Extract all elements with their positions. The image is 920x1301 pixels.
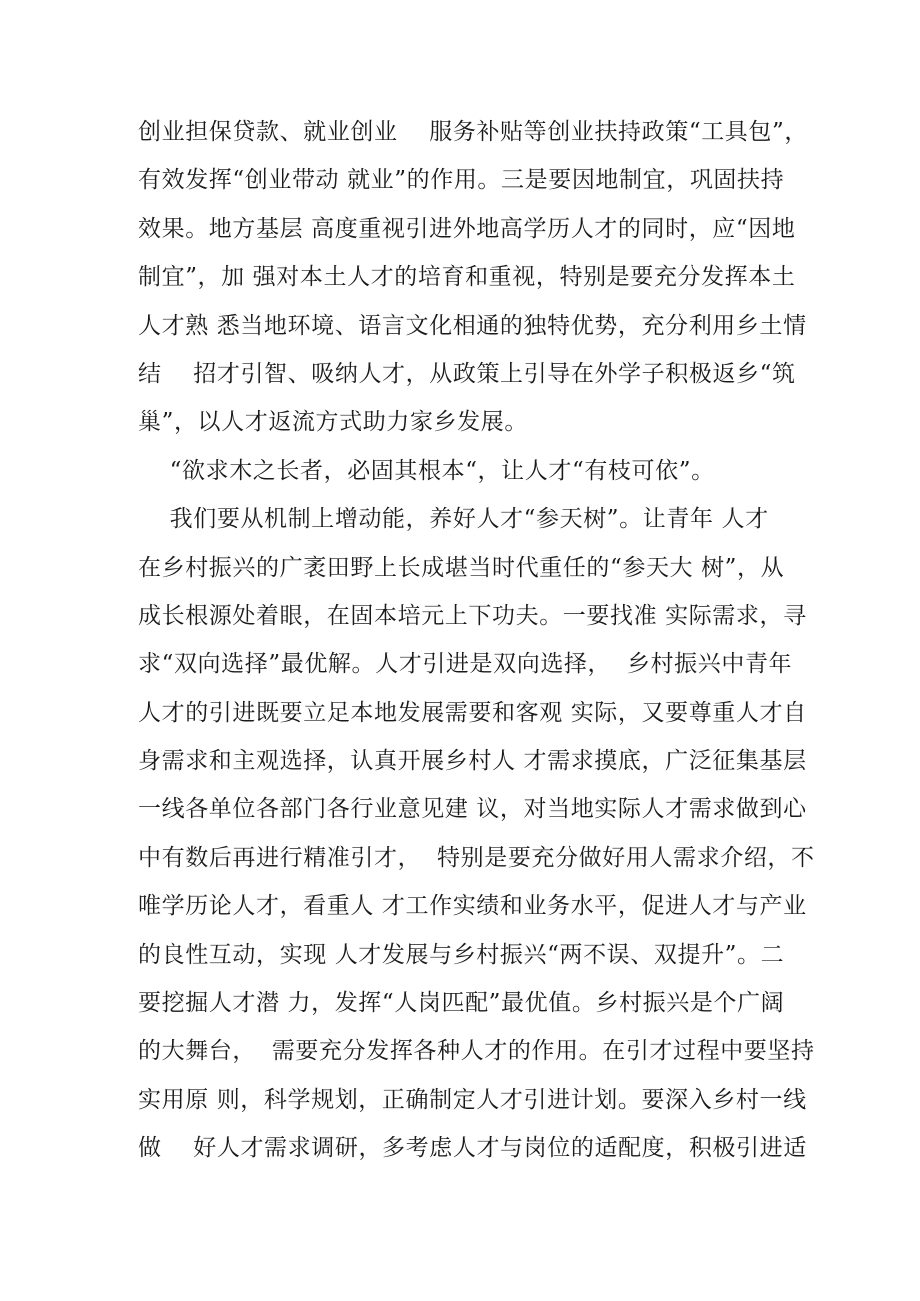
text-line: 要挖掘人才潜 力，发挥“人岗匹配”最优值。乡村振兴是个广阔 <box>138 990 785 1017</box>
text-line: 唯学历论人才，看重人 才工作实绩和业务水平，促进人才与产业 <box>138 893 807 920</box>
text-line: 创业担保贷款、就业创业 服务补贴等创业扶持政策“工具包”， <box>138 119 808 145</box>
text-line: 实用原 则，科学规划，正确制定人才引进计划。要深入乡村一线 <box>138 1086 807 1113</box>
text-line: 的良性互动，实现 人才发展与乡村振兴“两不误、双提升”。二 <box>138 941 785 968</box>
text-line: 的大舞台， 需要充分发挥各种人才的作用。在引才过程中要坚持 <box>138 1038 815 1065</box>
text-line: 巢”，以人才返流方式助力家乡发展。 <box>138 409 528 436</box>
text-line: 人才的引进既要立足本地发展需要和客观 实际，又要尊重人才自 <box>138 699 807 726</box>
text-line: 人才熟 悉当地环境、语言文化相通的独特优势，充分利用乡土情 <box>138 312 807 339</box>
text-line: 成长根源处着眼，在固本培元上下功夫。一要找准 实际需求，寻 <box>138 602 807 629</box>
text-line: “欲求木之长者，必固其根本“，让人才“有枝可依”。 <box>138 457 715 484</box>
text-line: 制宜”，加 强对本土人才的培育和重视，特别是要充分发挥本土 <box>138 264 796 291</box>
text-line: 结 招才引智、吸纳人才，从政策上引导在外学子积极返乡“筑 <box>138 360 796 387</box>
body-text <box>138 108 815 1173</box>
text-line: 做 好人才需求调研，多考虑人才与岗位的适配度，积极引进适 <box>138 1135 807 1162</box>
text-line: 身需求和主观选择，认真开展乡村人 才需求摸底，广泛征集基层 <box>138 748 807 775</box>
text-line: 求“双向选择”最优解。人才引进是双向选择， 乡村振兴中青年 <box>138 651 793 678</box>
text-line: 效果。地方基层 高度重视引进外地高学历人才的同时，应“因地 <box>138 215 796 242</box>
text-line: 中有数后再进行精准引才， 特别是要充分做好用人需求介绍，不 <box>138 844 815 871</box>
text-line: 我们要从机制上增动能，养好人才“参天树”。让青年 人才 <box>138 506 769 533</box>
text-line: 一线各单位各部门各行业意见建 议，对当地实际人才需求做到心 <box>138 796 807 823</box>
text-line: 有效发挥“创业带动 就业”的作用。三是要因地制宜，巩固扶持 <box>138 167 785 194</box>
text-line: 在乡村振兴的广袤田野上长成堪当时代重任的“参天大 树”，从 <box>138 554 785 581</box>
